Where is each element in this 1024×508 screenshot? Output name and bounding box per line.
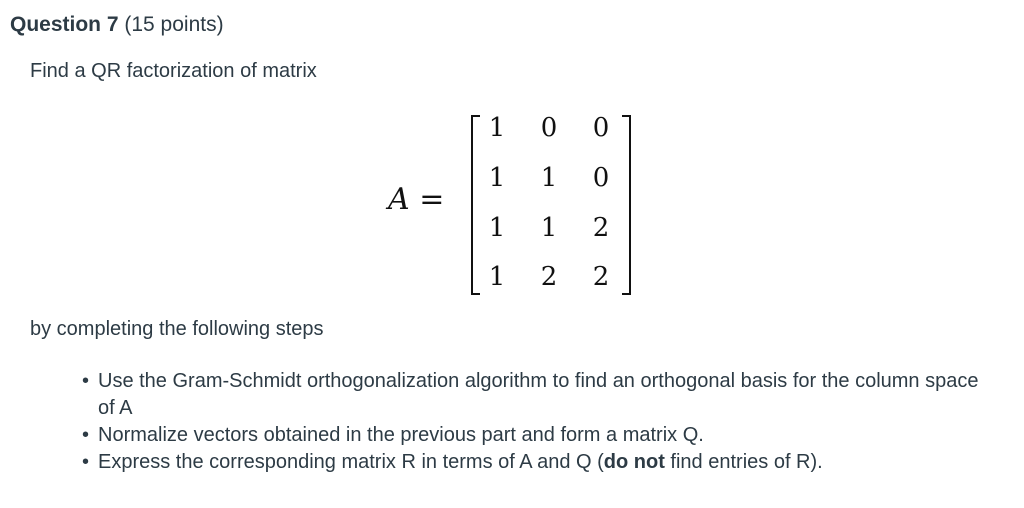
question-prompt: Find a QR factorization of matrix xyxy=(30,60,317,82)
step-item-express-r xyxy=(98,449,998,476)
step-text: Express the corresponding matrix R in terms of A and Q ( xyxy=(98,451,604,473)
question-header xyxy=(10,13,224,37)
step-text: find entries of R). xyxy=(664,451,823,473)
matrix-cell: 2 xyxy=(592,213,610,243)
matrix-right-bracket xyxy=(622,115,631,295)
matrix-name: A xyxy=(388,182,410,217)
matrix-cell: 1 xyxy=(488,163,506,193)
matrix-cell: 1 xyxy=(488,113,506,143)
matrix-cell: 0 xyxy=(540,113,558,143)
step-item-normalize: • Normalize vectors obtained in the previous part and form a matrix Q. xyxy=(98,422,998,449)
matrix-cell: 2 xyxy=(540,262,558,292)
question-points: (15 points) xyxy=(124,13,224,36)
matrix-cell: 1 xyxy=(540,163,558,193)
matrix-cell: 2 xyxy=(592,262,610,292)
matrix-cell: 0 xyxy=(592,113,610,143)
matrix-cell: 0 xyxy=(592,163,610,193)
equals-sign: = xyxy=(419,182,445,217)
emphasis-text: do not xyxy=(603,451,665,473)
step-item-gram-schmidt: • Use the Gram-Schmidt orthogonalization algorithm to find an orthogonal basis for the column space of A xyxy=(98,368,998,422)
steps-list xyxy=(98,368,998,476)
instructions-intro: by completing the following steps xyxy=(30,318,324,340)
matrix-cell: 1 xyxy=(540,213,558,243)
matrix-cell: 1 xyxy=(488,213,506,243)
matrix-cell: 1 xyxy=(488,262,506,292)
matrix-lhs xyxy=(388,182,444,217)
question-title: Question 7 xyxy=(10,13,119,36)
matrix-left-bracket xyxy=(471,115,480,295)
